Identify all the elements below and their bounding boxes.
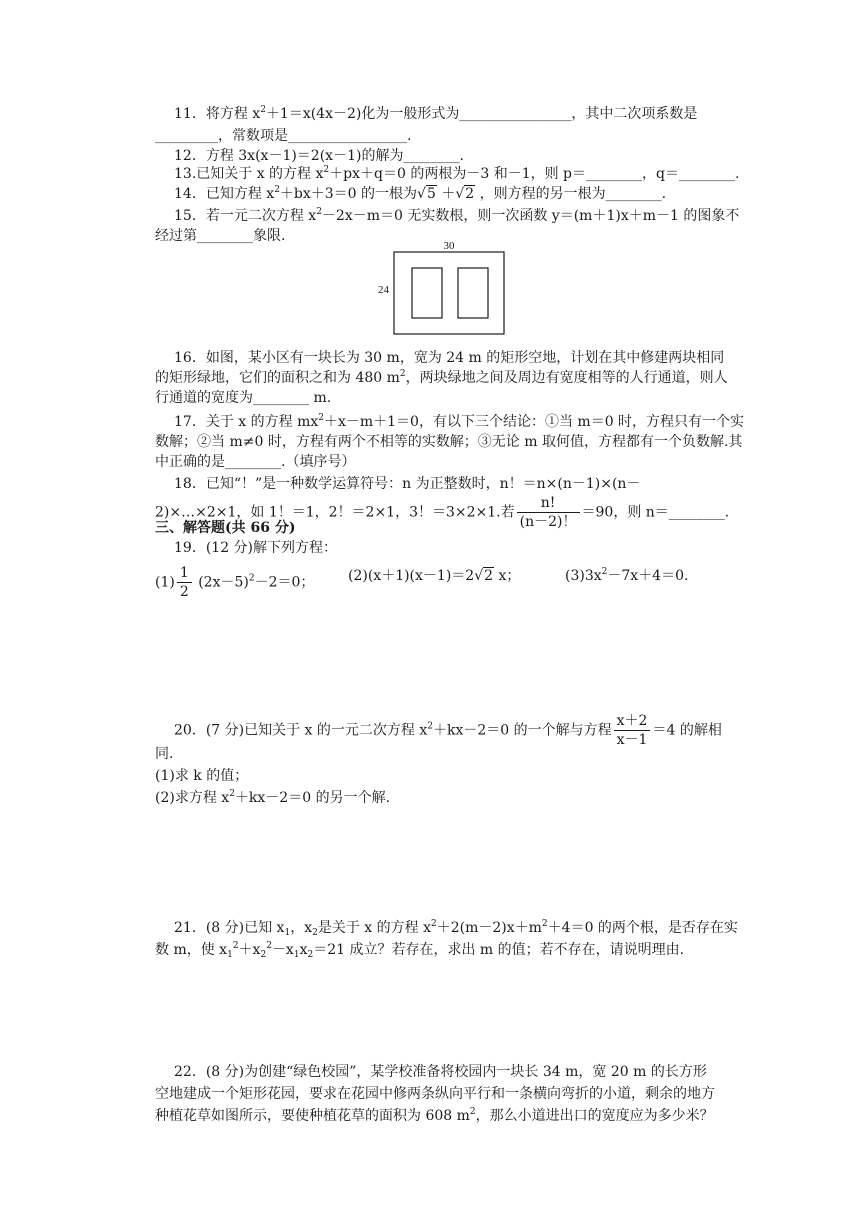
- question-19: 19．(12 分)解下列方程：: [174, 540, 338, 556]
- factorial-fraction: $\frac{n!}{(n-2)!}$: [517, 494, 580, 531]
- question-20-line-2: 同.: [155, 746, 174, 762]
- question-16-line-3: 行通道的宽度为________ m.: [155, 390, 332, 406]
- question-17: 17．关于 x 的方程 $mx^2+x-m+1=0$，有以下三个结论：①当 m＝0 时，方程只有一个实: [174, 413, 745, 430]
- question-20-part-2: (2)求方程 $x^2+kx-2=0$ 的另一个解.: [155, 789, 391, 806]
- question-19-part-2: (2)(x＋1)(x－1)＝2√2 x；: [348, 568, 521, 584]
- question-22: 22．(8 分)为创建“绿色校园”，某学校准备将校园内一块长 34 m，宽 20 m 的长方形: [174, 1064, 707, 1080]
- question-15: 15．若一元二次方程 $x^2-2x-m=0$ 无实数根，则一次函数 y＝(m＋1)x＋m－1 的图象不: [174, 207, 740, 224]
- question-11-line-2: _________，常数项是_________________.: [155, 128, 412, 144]
- question-12: 12．方程 3x(x－1)＝2(x－1)的解为________.: [174, 148, 464, 164]
- question-17-line-3: 中正确的是________.（填序号）: [155, 454, 356, 470]
- question-20: 20．(7 分)已知关于 x 的一元二次方程 $x^2+kx-2=0$ 的一个解与方程 $\frac{x+2}{x-1}$ ＝4 的解相: [174, 713, 722, 748]
- green-plot-right: [458, 268, 488, 318]
- rectangle-figure: [376, 238, 516, 342]
- question-17-line-2: 数解；②当 m≠0 时，方程有两个不相等的实数解；③无论 m 取何值，方程都有一个负数解.其: [155, 434, 743, 450]
- question-11: 11．将方程 $x^2+1=x(4x-2)$化为一般形式为________________，其中二次项系数是: [174, 105, 698, 122]
- question-22-line-3: 种植花草如图所示，要使种植花草的面积为 608 $m^2$，那么小道进出口的宽度应为多少米？: [155, 1107, 714, 1124]
- question-15-line-2: 经过第________象限.: [155, 228, 286, 244]
- rectangle-diagram: [376, 238, 516, 338]
- question-18: 18．已知“！”是一种数学运算符号：n 为正整数时，n！＝n×(n－1)×(n－: [174, 476, 641, 492]
- question-21-line-2: 数 m，使 $x_1^2+x_2^2-x_1x_2=21$ 成立？若存在，求出 m 的值；若不存在，请说明理由.: [155, 941, 685, 960]
- question-14: 14．已知方程 $x^2+bx+3=0$ 的一根为√5 ＋√2 ，则方程的另一根为________.: [174, 185, 667, 202]
- question-16: 16．如图，某小区有一块长为 30 m，宽为 24 m 的矩形空地，计划在其中修建两块相同: [174, 350, 725, 366]
- one-half-fraction: $\frac{1}{2}$: [177, 564, 192, 601]
- top-dimension-label: 30: [443, 240, 455, 252]
- question-16-line-2: 的矩形绿地，它们的面积之和为 480 $m^2$，两块绿地之间及周边有宽度相等的人行通道，则人: [155, 369, 728, 386]
- question-22-line-2: 空地建成一个矩形花园，要求在花园中修两条纵向平行和一条横向弯折的小道，剩余的地方: [155, 1086, 715, 1102]
- question-13: 13.已知关于 x 的方程 $x^2+px+q=0$ 的两根为－3 和－1，则 p＝________，q＝________.: [174, 165, 740, 182]
- question-19-part-3: $(3)3x^2-7x+4=0$.: [565, 567, 689, 584]
- green-plot-left: [412, 268, 442, 318]
- question-19-part-1: (1) $\frac{1}{2}$ $(2x-5)^2-2=0$；: [155, 565, 315, 600]
- question-21: 21．(8 分)已知 $x_1$，$x_2$是关于 x 的方程 $x^2+2(m-2)x+m^2+4=0$ 的两个根，是否存在实: [174, 919, 738, 938]
- question-20-part-1: (1)求 k 的值；: [155, 768, 249, 784]
- sqrt-2: √2: [455, 186, 475, 202]
- equation-fraction: $\frac{x+2}{x-1}$: [614, 712, 651, 749]
- section-3-title: 三、解答题(共 66 分): [155, 520, 296, 536]
- sqrt-5: √5: [417, 186, 436, 202]
- question-18-line-2: 2)×…×2×1，如 1！＝1，2！＝2×1，3！＝3×2×1.若 $\frac{n!}{(n-2)!}$ ＝90，则 n＝________.: [155, 495, 730, 530]
- sqrt-2: √2: [474, 568, 494, 584]
- side-dimension-label: 24: [378, 284, 389, 296]
